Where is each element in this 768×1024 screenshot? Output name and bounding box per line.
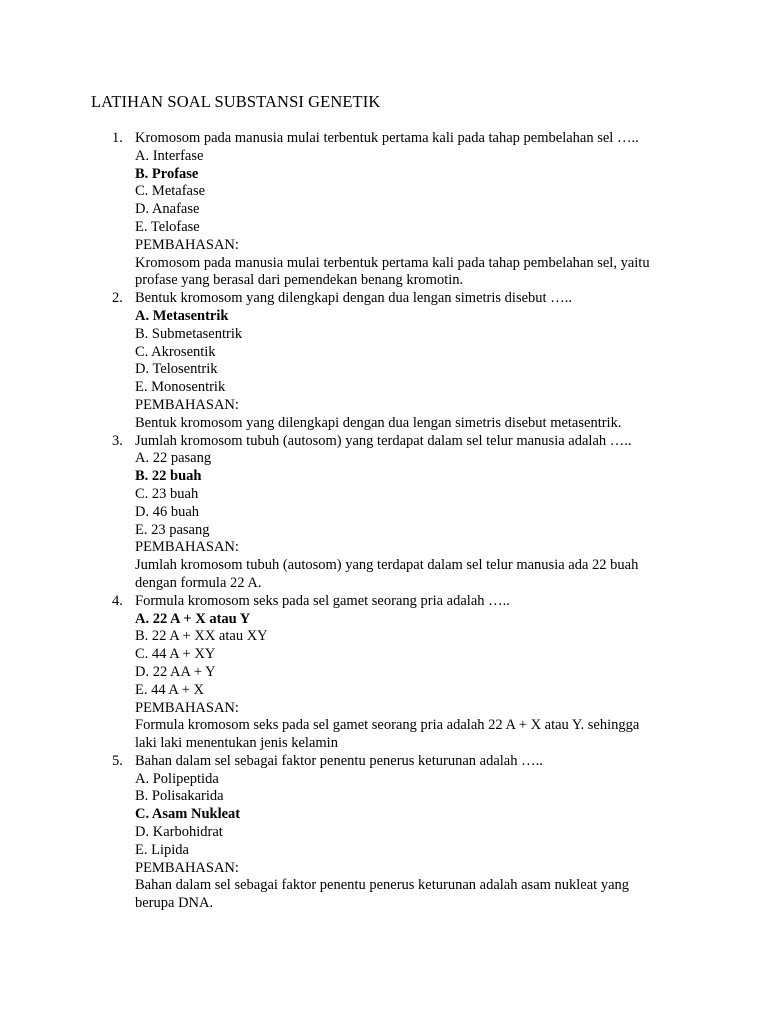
answer-option: B. Submetasentrik bbox=[135, 325, 243, 342]
answer-option: D. 46 buah bbox=[135, 503, 200, 520]
answer-option: E. Monosentrik bbox=[135, 379, 226, 396]
question-text: Jumlah kromosom tubuh (autosom) yang terdapat dalam sel telur manusia adalah ….. bbox=[135, 432, 632, 449]
explanation-text: Bentuk kromosom yang dilengkapi dengan dua lengan simetris disebut metasentrik. bbox=[135, 414, 622, 431]
explanation-heading: PEMBAHASAN: bbox=[135, 859, 239, 876]
answer-option-correct: B. Profase bbox=[135, 165, 199, 182]
question-number: 3. bbox=[112, 432, 123, 449]
explanation-heading: PEMBAHASAN: bbox=[135, 539, 239, 556]
answer-option-correct: C. Asam Nukleat bbox=[135, 806, 241, 823]
answer-option: C. 23 buah bbox=[135, 485, 199, 502]
explanation-text: Formula kromosom seks pada sel gamet seorang pria adalah 22 A + X atau Y. sehingga bbox=[135, 717, 640, 734]
answer-option: D. Karbohidrat bbox=[135, 824, 223, 841]
question-item bbox=[0, 753, 675, 913]
answer-option-correct: A. 22 A + X atau Y bbox=[135, 610, 251, 627]
question-text: Kromosom pada manusia mulai terbentuk pertama kali pada tahap pembelahan sel ….. bbox=[135, 130, 639, 146]
answer-option: B. 22 A + XX atau XY bbox=[135, 628, 268, 645]
answer-option: A. Interfase bbox=[135, 147, 204, 164]
explanation-text: Bahan dalam sel sebagai faktor penentu penerus keturunan adalah asam nukleat yang bbox=[135, 877, 630, 894]
question-item bbox=[0, 130, 675, 290]
explanation-text: Jumlah kromosom tubuh (autosom) yang terdapat dalam sel telur manusia ada 22 buah bbox=[135, 557, 639, 574]
explanation-heading: PEMBAHASAN: bbox=[135, 699, 239, 716]
question-item bbox=[0, 433, 675, 593]
answer-option: A. Polipeptida bbox=[135, 770, 219, 787]
question-number: 1. bbox=[112, 130, 123, 146]
question-number: 4. bbox=[112, 592, 123, 609]
answer-option: E. 44 A + X bbox=[135, 681, 205, 698]
explanation-text: profase yang berasal dari pemendekan benang kromotin. bbox=[135, 272, 464, 289]
explanation-heading: PEMBAHASAN: bbox=[135, 236, 239, 253]
explanation-text: laki laki menentukan jenis kelamin bbox=[135, 735, 338, 752]
answer-option-correct: A. Metasentrik bbox=[135, 307, 229, 324]
question-item bbox=[0, 290, 675, 432]
answer-option: A. 22 pasang bbox=[135, 450, 212, 467]
question-text: Formula kromosom seks pada sel gamet seorang pria adalah ….. bbox=[135, 592, 510, 609]
explanation-text: Kromosom pada manusia mulai terbentuk pertama kali pada tahap pembelahan sel, yaitu bbox=[135, 254, 650, 271]
answer-option: D. Anafase bbox=[135, 201, 200, 218]
answer-option: E. Lipida bbox=[135, 841, 189, 858]
answer-option: C. 44 A + XY bbox=[135, 646, 216, 663]
question-number: 2. bbox=[112, 290, 123, 307]
question-text: Bahan dalam sel sebagai faktor penentu penerus keturunan adalah ….. bbox=[135, 752, 543, 769]
answer-option: C. Metafase bbox=[135, 183, 206, 200]
explanation-heading: PEMBAHASAN: bbox=[135, 396, 239, 413]
explanation-text: berupa DNA. bbox=[135, 895, 214, 912]
question-item bbox=[0, 593, 675, 753]
answer-option: C. Akrosentik bbox=[135, 343, 216, 360]
answer-option: D. Telosentrik bbox=[135, 361, 218, 378]
question-list bbox=[0, 130, 768, 913]
answer-option: E. 23 pasang bbox=[135, 521, 210, 538]
question-number: 5. bbox=[112, 752, 123, 769]
document-title: LATIHAN SOAL SUBSTANSI GENETIK bbox=[91, 92, 381, 111]
answer-option: E. Telofase bbox=[135, 218, 200, 235]
explanation-text: dengan formula 22 A. bbox=[135, 574, 262, 591]
answer-option-correct: B. 22 buah bbox=[135, 468, 202, 485]
answer-option: D. 22 AA + Y bbox=[135, 663, 216, 680]
question-text: Bentuk kromosom yang dilengkapi dengan dua lengan simetris disebut ….. bbox=[135, 290, 572, 307]
answer-option: B. Polisakarida bbox=[135, 788, 224, 805]
